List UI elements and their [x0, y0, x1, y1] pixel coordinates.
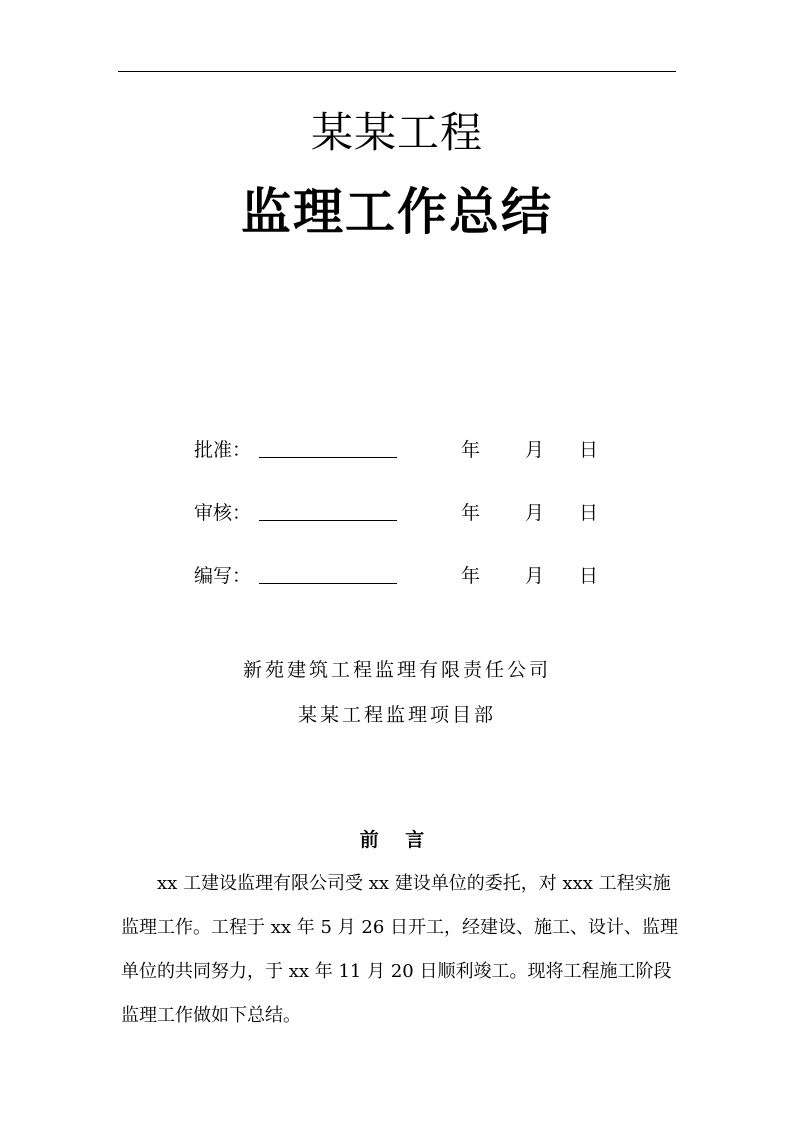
review-signature-line [259, 520, 397, 521]
approval-month-label: 月 [525, 439, 545, 461]
company-name: 新苑建筑工程监理有限责任公司 [242, 659, 551, 681]
author-month-label: 月 [525, 565, 545, 587]
header-rule [118, 71, 676, 72]
project-title: 某某工程 [310, 108, 483, 157]
preface-line: 监理工作。工程于 xx 年 5 月 26 日开工，经建设、施工、设计、监理 [121, 917, 678, 938]
document-title: 监理工作总结 [241, 182, 553, 241]
approval-label: 批准： [194, 439, 252, 461]
preface-line: xx 工建设监理有限公司受 xx 建设单位的委托，对 xxx 工程实施 [157, 873, 671, 894]
author-signature-line [259, 583, 397, 584]
review-day-label: 日 [579, 502, 599, 524]
approval-signature-line [259, 457, 397, 458]
review-month-label: 月 [525, 502, 545, 524]
preface-line: 单位的共同努力，于 xx 年 11 月 20 日顺利竣工。现将工程施工阶段 [121, 961, 672, 982]
review-label: 审核： [194, 502, 252, 524]
review-year-label: 年 [461, 502, 481, 524]
department-name: 某某工程监理项目部 [297, 704, 496, 726]
approval-day-label: 日 [579, 439, 599, 461]
preface-heading: 前 言 [359, 829, 435, 851]
author-day-label: 日 [579, 565, 599, 587]
author-year-label: 年 [461, 565, 481, 587]
preface-line: 监理工作做如下总结。 [121, 1005, 301, 1026]
preface-paragraph [121, 862, 681, 1038]
review-row [194, 498, 614, 528]
author-row [194, 561, 614, 591]
approval-row [194, 435, 614, 465]
approval-year-label: 年 [461, 439, 481, 461]
author-label: 编写： [194, 565, 252, 587]
